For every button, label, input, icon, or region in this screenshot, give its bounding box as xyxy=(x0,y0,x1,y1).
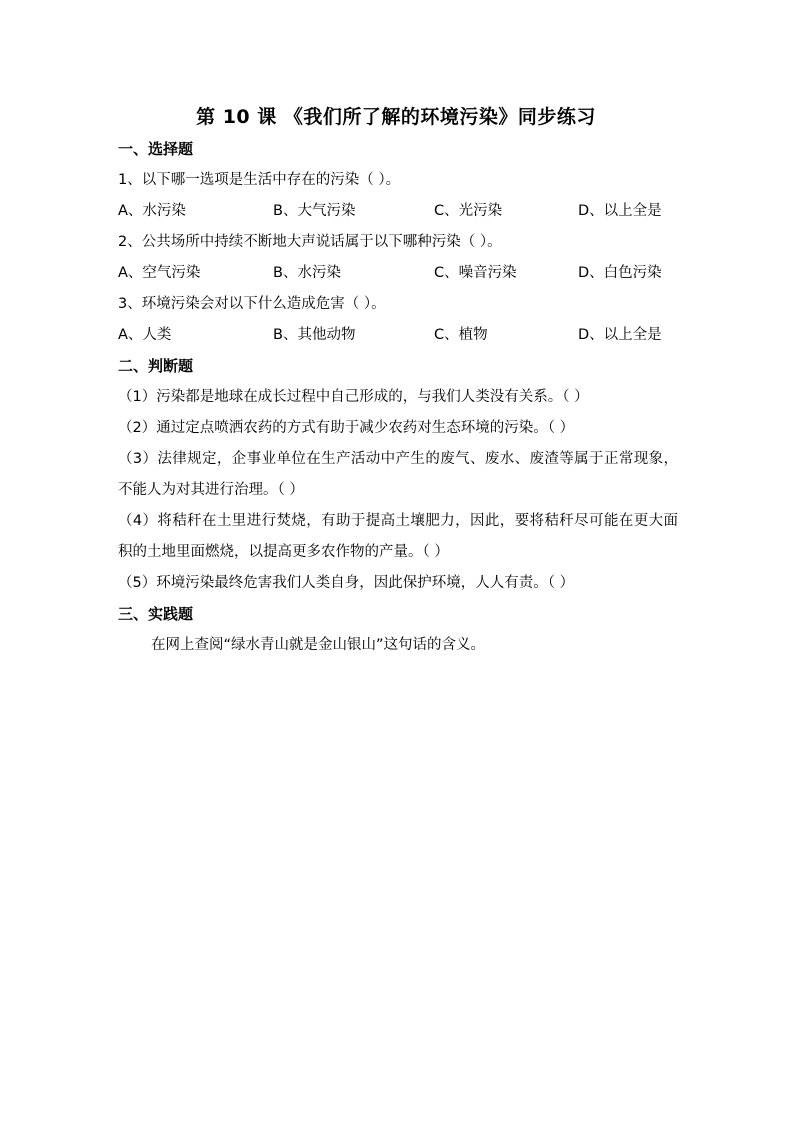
worksheet-page xyxy=(118,100,678,661)
option-d: D、以上全是 xyxy=(578,327,662,343)
question-2 xyxy=(118,227,678,289)
question-options xyxy=(118,258,678,289)
judgement-item-1: （1）污染都是地球在成长过程中自己形成的，与我们人类没有关系。（ ） xyxy=(118,389,589,405)
option-b: B、大气污染 xyxy=(273,203,356,219)
option-b: B、其他动物 xyxy=(273,327,356,343)
question-3 xyxy=(118,289,678,351)
judgement-item-2: （2）通过定点喷洒农药的方式有助于减少农药对生态环境的污染。（ ） xyxy=(118,420,575,436)
question-options xyxy=(118,196,678,227)
option-c: C、噪音污染 xyxy=(434,265,517,281)
option-d: D、以上全是 xyxy=(578,203,662,219)
question-text: 1、以下哪一选项是生活中存在的污染（ ）。 xyxy=(118,172,401,188)
page-title: 第 10 课 《我们所了解的环境污染》同步练习 xyxy=(196,106,596,128)
option-b: B、水污染 xyxy=(273,265,341,281)
option-c: C、植物 xyxy=(434,327,488,343)
option-d: D、白色污染 xyxy=(578,265,662,281)
question-text: 2、公共场所中持续不断地大声说话属于以下哪种污染（ ）。 xyxy=(118,234,502,250)
option-a: A、人类 xyxy=(118,327,172,343)
option-c: C、光污染 xyxy=(434,203,503,219)
judgement-item-4: （4）将秸秆在土里进行焚烧，有助于提高土壤肥力，因此，要将秸秆尽可能在更大面积的土地里面燃烧，以提高更多农作物的产量。（ ） xyxy=(118,513,678,560)
practice-task: 在网上查阅“绿水青山就是金山银山”这句话的含义。 xyxy=(151,637,486,653)
section-heading-choice: 一、选择题 xyxy=(118,140,194,158)
judgement-item-3: （3）法律规定，企事业单位在生产活动中产生的废气、废水、废渣等属于正常现象，不能人为对其进行治理。（ ） xyxy=(118,451,678,498)
option-a: A、空气污染 xyxy=(118,265,201,281)
question-text: 3、环境污染会对以下什么造成危害（ ）。 xyxy=(118,296,386,312)
section-heading-judgement: 二、判断题 xyxy=(118,357,194,375)
section-heading-practice: 三、实践题 xyxy=(118,605,194,623)
option-a: A、水污染 xyxy=(118,203,186,219)
question-1 xyxy=(118,165,678,227)
judgement-item-5: （5）环境污染最终危害我们人类自身，因此保护环境，人人有责。（ ） xyxy=(118,575,575,591)
question-options xyxy=(118,320,678,351)
